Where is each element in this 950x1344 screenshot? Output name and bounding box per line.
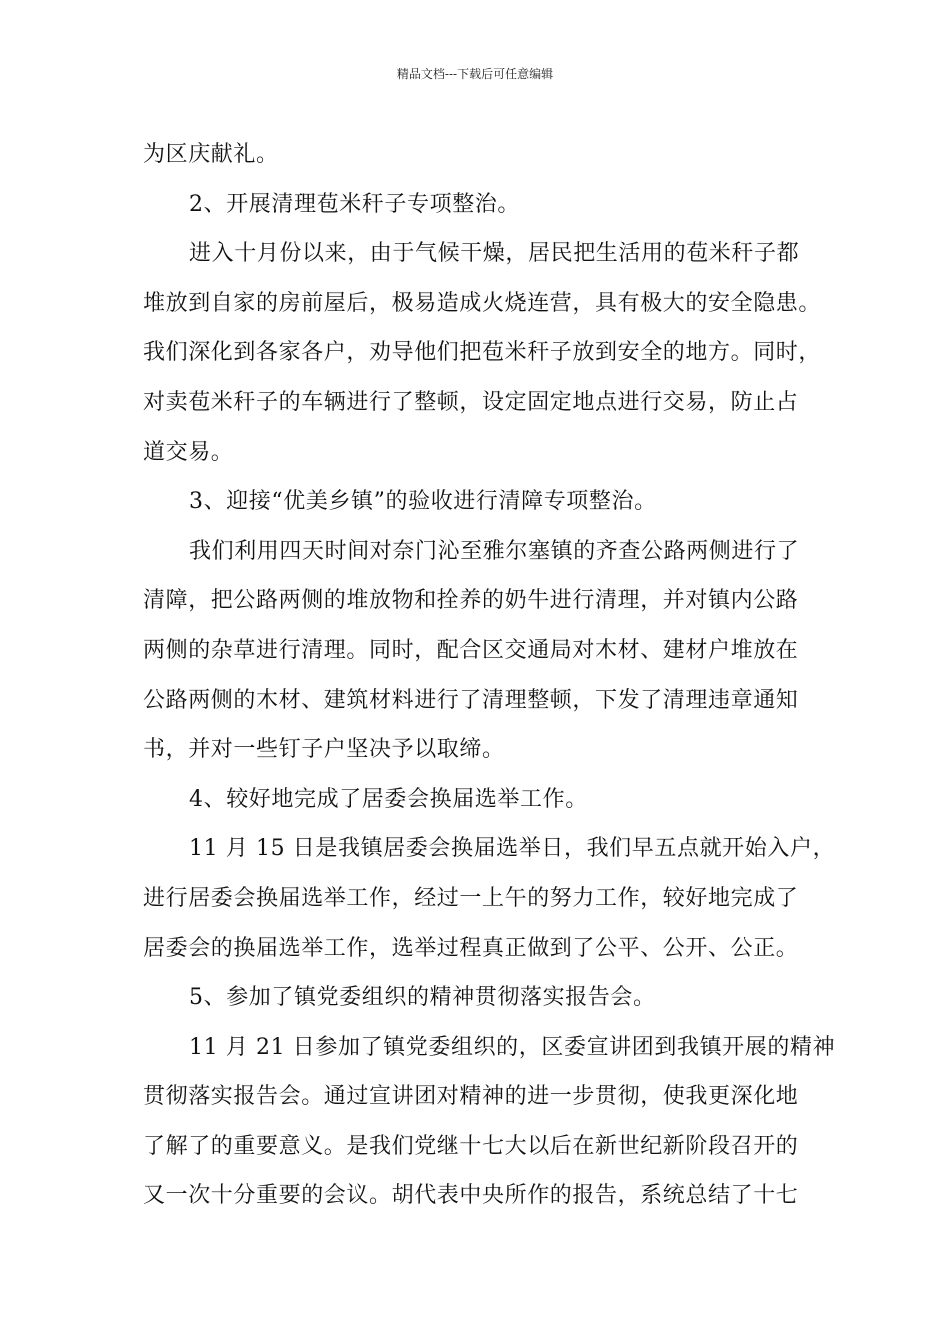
section-heading: 5、参加了镇党委组织的精神贯彻落实报告会。 — [189, 985, 656, 1011]
paragraph-line: 堆放到自家的房前屋后，极易造成火烧连营，具有极大的安全隐患。 — [143, 290, 822, 316]
paragraph-line: 进行居委会换届选举工作，经过一上午的努力工作，较好地完成了 — [143, 885, 799, 911]
section-heading: 3、迎接“优美乡镇”的验收进行清障专项整治。 — [189, 489, 657, 515]
paragraph-line: 又一次十分重要的会议。胡代表中央所作的报告，系统总结了十七 — [143, 1183, 799, 1209]
section-heading: 2、开展清理苞米秆子专项整治。 — [189, 191, 520, 217]
page-header: 精品文档---下载后可任意编辑 — [396, 67, 554, 81]
section-heading: 4、较好地完成了居委会换届选举工作。 — [189, 786, 588, 812]
paragraph-line: 对卖苞米秆子的车辆进行了整顿，设定固定地点进行交易，防止占 — [143, 389, 799, 415]
paragraph-line: 道交易。 — [143, 439, 234, 465]
paragraph-line: 贯彻落实报告会。通过宣讲团对精神的进一步贯彻，使我更深化地 — [143, 1084, 799, 1110]
paragraph-line: 了解了的重要意义。是我们党继十七大以后在新世纪新阶段召开的 — [143, 1133, 799, 1159]
paragraph-line: 书，并对一些钉子户坚决予以取缔。 — [143, 737, 505, 763]
paragraph-line: 11 月 21 日参加了镇党委组织的，区委宣讲团到我镇开展的精神 — [189, 1034, 836, 1060]
paragraph-line: 进入十月份以来，由于气候干燥，居民把生活用的苞米秆子都 — [189, 241, 800, 267]
paragraph-line: 公路两侧的木材、建筑材料进行了清理整顿，下发了清理违章通知 — [143, 687, 799, 713]
paragraph-line: 居委会的换届选举工作，选举过程真正做到了公平、公开、公正。 — [143, 935, 799, 961]
paragraph-line: 11 月 15 日是我镇居委会换届选举日，我们早五点就开始入户， — [189, 836, 836, 862]
paragraph-line: 为区庆献礼。 — [143, 142, 279, 167]
paragraph-line: 两侧的杂草进行清理。同时，配合区交通局对木材、建材户堆放在 — [143, 637, 799, 663]
paragraph-line: 我们利用四天时间对奈门沁至雅尔塞镇的齐查公路两侧进行了 — [189, 538, 800, 564]
document-body — [143, 130, 836, 1221]
paragraph-line: 我们深化到各家各户，劝导他们把苞米秆子放到安全的地方。同时， — [143, 340, 822, 366]
paragraph-line: 清障，把公路两侧的堆放物和拴养的奶牛进行清理，并对镇内公路 — [143, 588, 799, 614]
